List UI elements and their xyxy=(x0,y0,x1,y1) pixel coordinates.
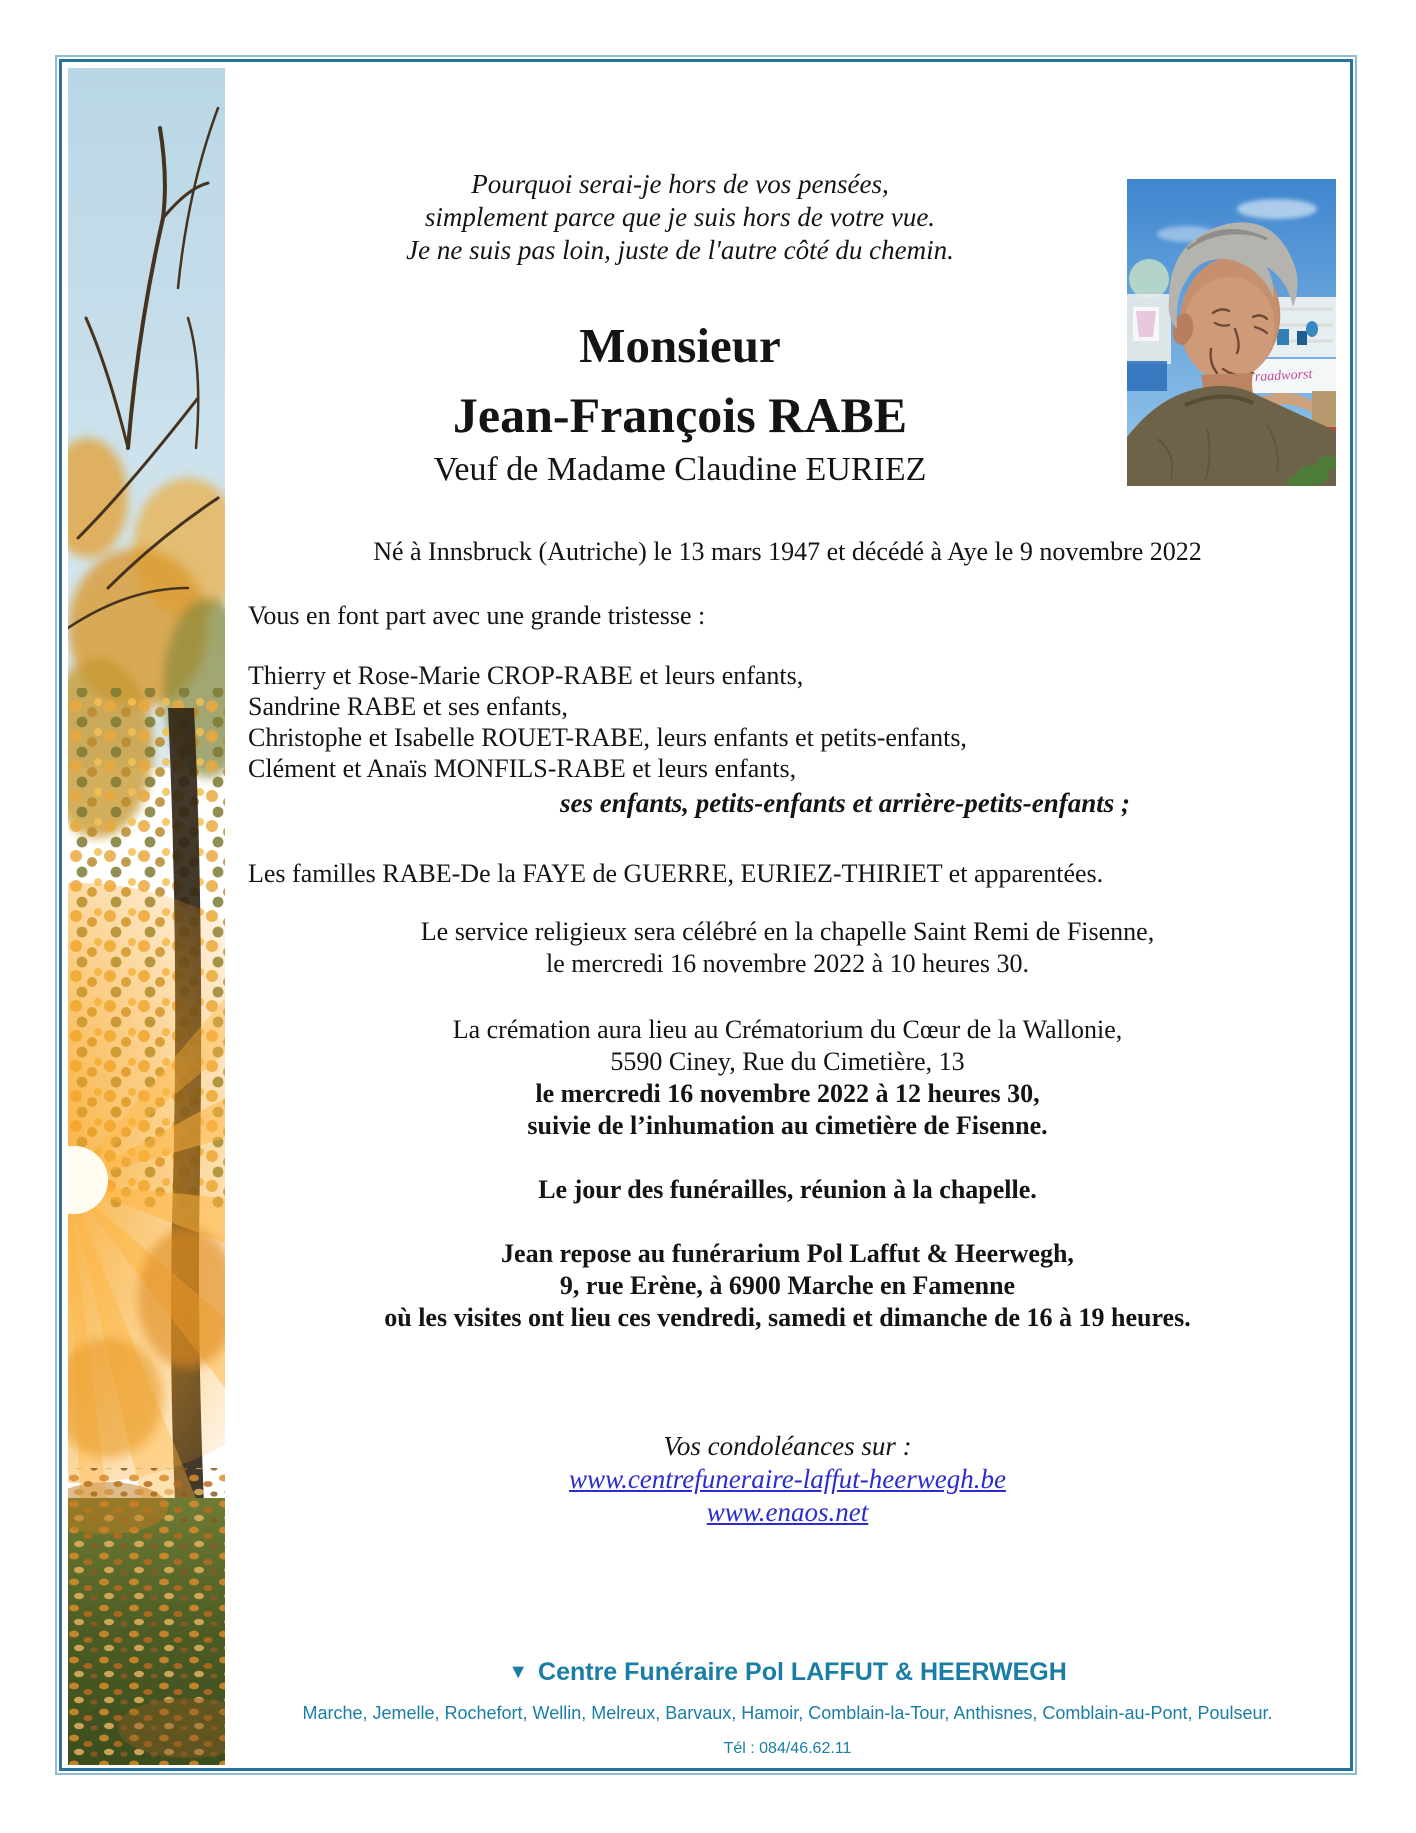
family-member-line: Christophe et Isabelle ROUET-RABE, leurs enfants et petits-enfants, xyxy=(248,723,967,752)
footer-cities: Marche, Jemelle, Rochefort, Wellin, Melreux, Barvaux, Hamoir, Comblain-la-Tour, Anthisnes, Comblain-au-Pont, Poulseur. xyxy=(302,1703,1273,1723)
family-member-line: Clément et Anaïs MONFILS-RABE et leurs enfants, xyxy=(248,754,797,783)
family-member-line: Sandrine RABE et ses enfants, xyxy=(248,692,568,721)
deceased-civility: Monsieur xyxy=(579,318,781,373)
svg-text:raadworst: raadworst xyxy=(1254,367,1313,385)
quote-line: Je ne suis pas loin, juste de l'autre côté du chemin. xyxy=(406,235,954,265)
repose-line: Jean repose au funérarium Pol Laffut & Heerwegh, xyxy=(501,1239,1074,1268)
quote-line: Pourquoi serai-je hors de vos pensées, xyxy=(471,169,889,199)
service-line: Le service religieux sera célébré en la chapelle Saint Remi de Fisenne, xyxy=(420,917,1155,946)
inhumation-line: suivie de l’inhumation au cimetière de Fisenne. xyxy=(527,1111,1048,1140)
footer-company-name: Centre Funéraire Pol LAFFUT & HEERWEGH xyxy=(538,1658,1067,1686)
service-line: le mercredi 16 novembre 2022 à 10 heures 30. xyxy=(545,949,1029,978)
repose-block xyxy=(230,1238,1345,1334)
portrait-photo xyxy=(1127,179,1336,486)
condolences-block xyxy=(230,1430,1345,1529)
condolences-link-funeraire[interactable]: www.centrefuneraire-laffut-heerwegh.be xyxy=(569,1464,1006,1494)
autumn-photo xyxy=(68,68,225,1765)
repose-line: 9, rue Erène, à 6900 Marche en Famenne xyxy=(559,1271,1016,1300)
announcement-intro: Vous en font part avec une grande tristesse : xyxy=(248,601,706,630)
condolences-label: Vos condoléances sur : xyxy=(663,1431,912,1461)
condolences-link-enaos[interactable]: www.enaos.net xyxy=(706,1497,869,1527)
descendants-line: ses enfants, petits-enfants et arrière-petits-enfants ; xyxy=(560,788,1130,818)
family-list xyxy=(248,660,1248,784)
triangle-logo-icon: ▼ xyxy=(508,1661,529,1683)
footer-company xyxy=(230,1658,1345,1687)
deceased-relation: Veuf de Madame Claudine EURIEZ xyxy=(433,451,927,488)
families-line: Les familles RABE-De la FAYE de GUERRE, EURIEZ-THIRIET et apparentées. xyxy=(248,859,1104,888)
cremation-block xyxy=(230,1014,1345,1142)
deceased-name: Jean-François RABE xyxy=(452,387,908,443)
quote-line: simplement parce que je suis hors de votre vue. xyxy=(424,202,936,232)
life-dates-line: Né à Innsbruck (Autriche) le 13 mars 1947 et décédé à Aye le 9 novembre 2022 xyxy=(373,537,1202,566)
religious-service-block xyxy=(230,916,1345,980)
funeral-day-line: Le jour des funérailles, réunion à la chapelle. xyxy=(538,1175,1037,1204)
cremation-line: 5590 Ciney, Rue du Cimetière, 13 xyxy=(610,1047,965,1076)
cremation-line: La crémation aura lieu au Crématorium du Cœur de la Wallonie, xyxy=(452,1015,1123,1044)
opening-quote xyxy=(230,168,1130,267)
family-member-line: Thierry et Rose-Marie CROP-RABE et leurs enfants, xyxy=(248,661,804,690)
repose-line: où les visites ont lieu ces vendredi, samedi et dimanche de 16 à 19 heures. xyxy=(384,1303,1191,1332)
cremation-datetime-line: le mercredi 16 novembre 2022 à 12 heures 30, xyxy=(535,1079,1040,1108)
footer-phone: Tél : 084/46.62.11 xyxy=(723,1740,852,1757)
